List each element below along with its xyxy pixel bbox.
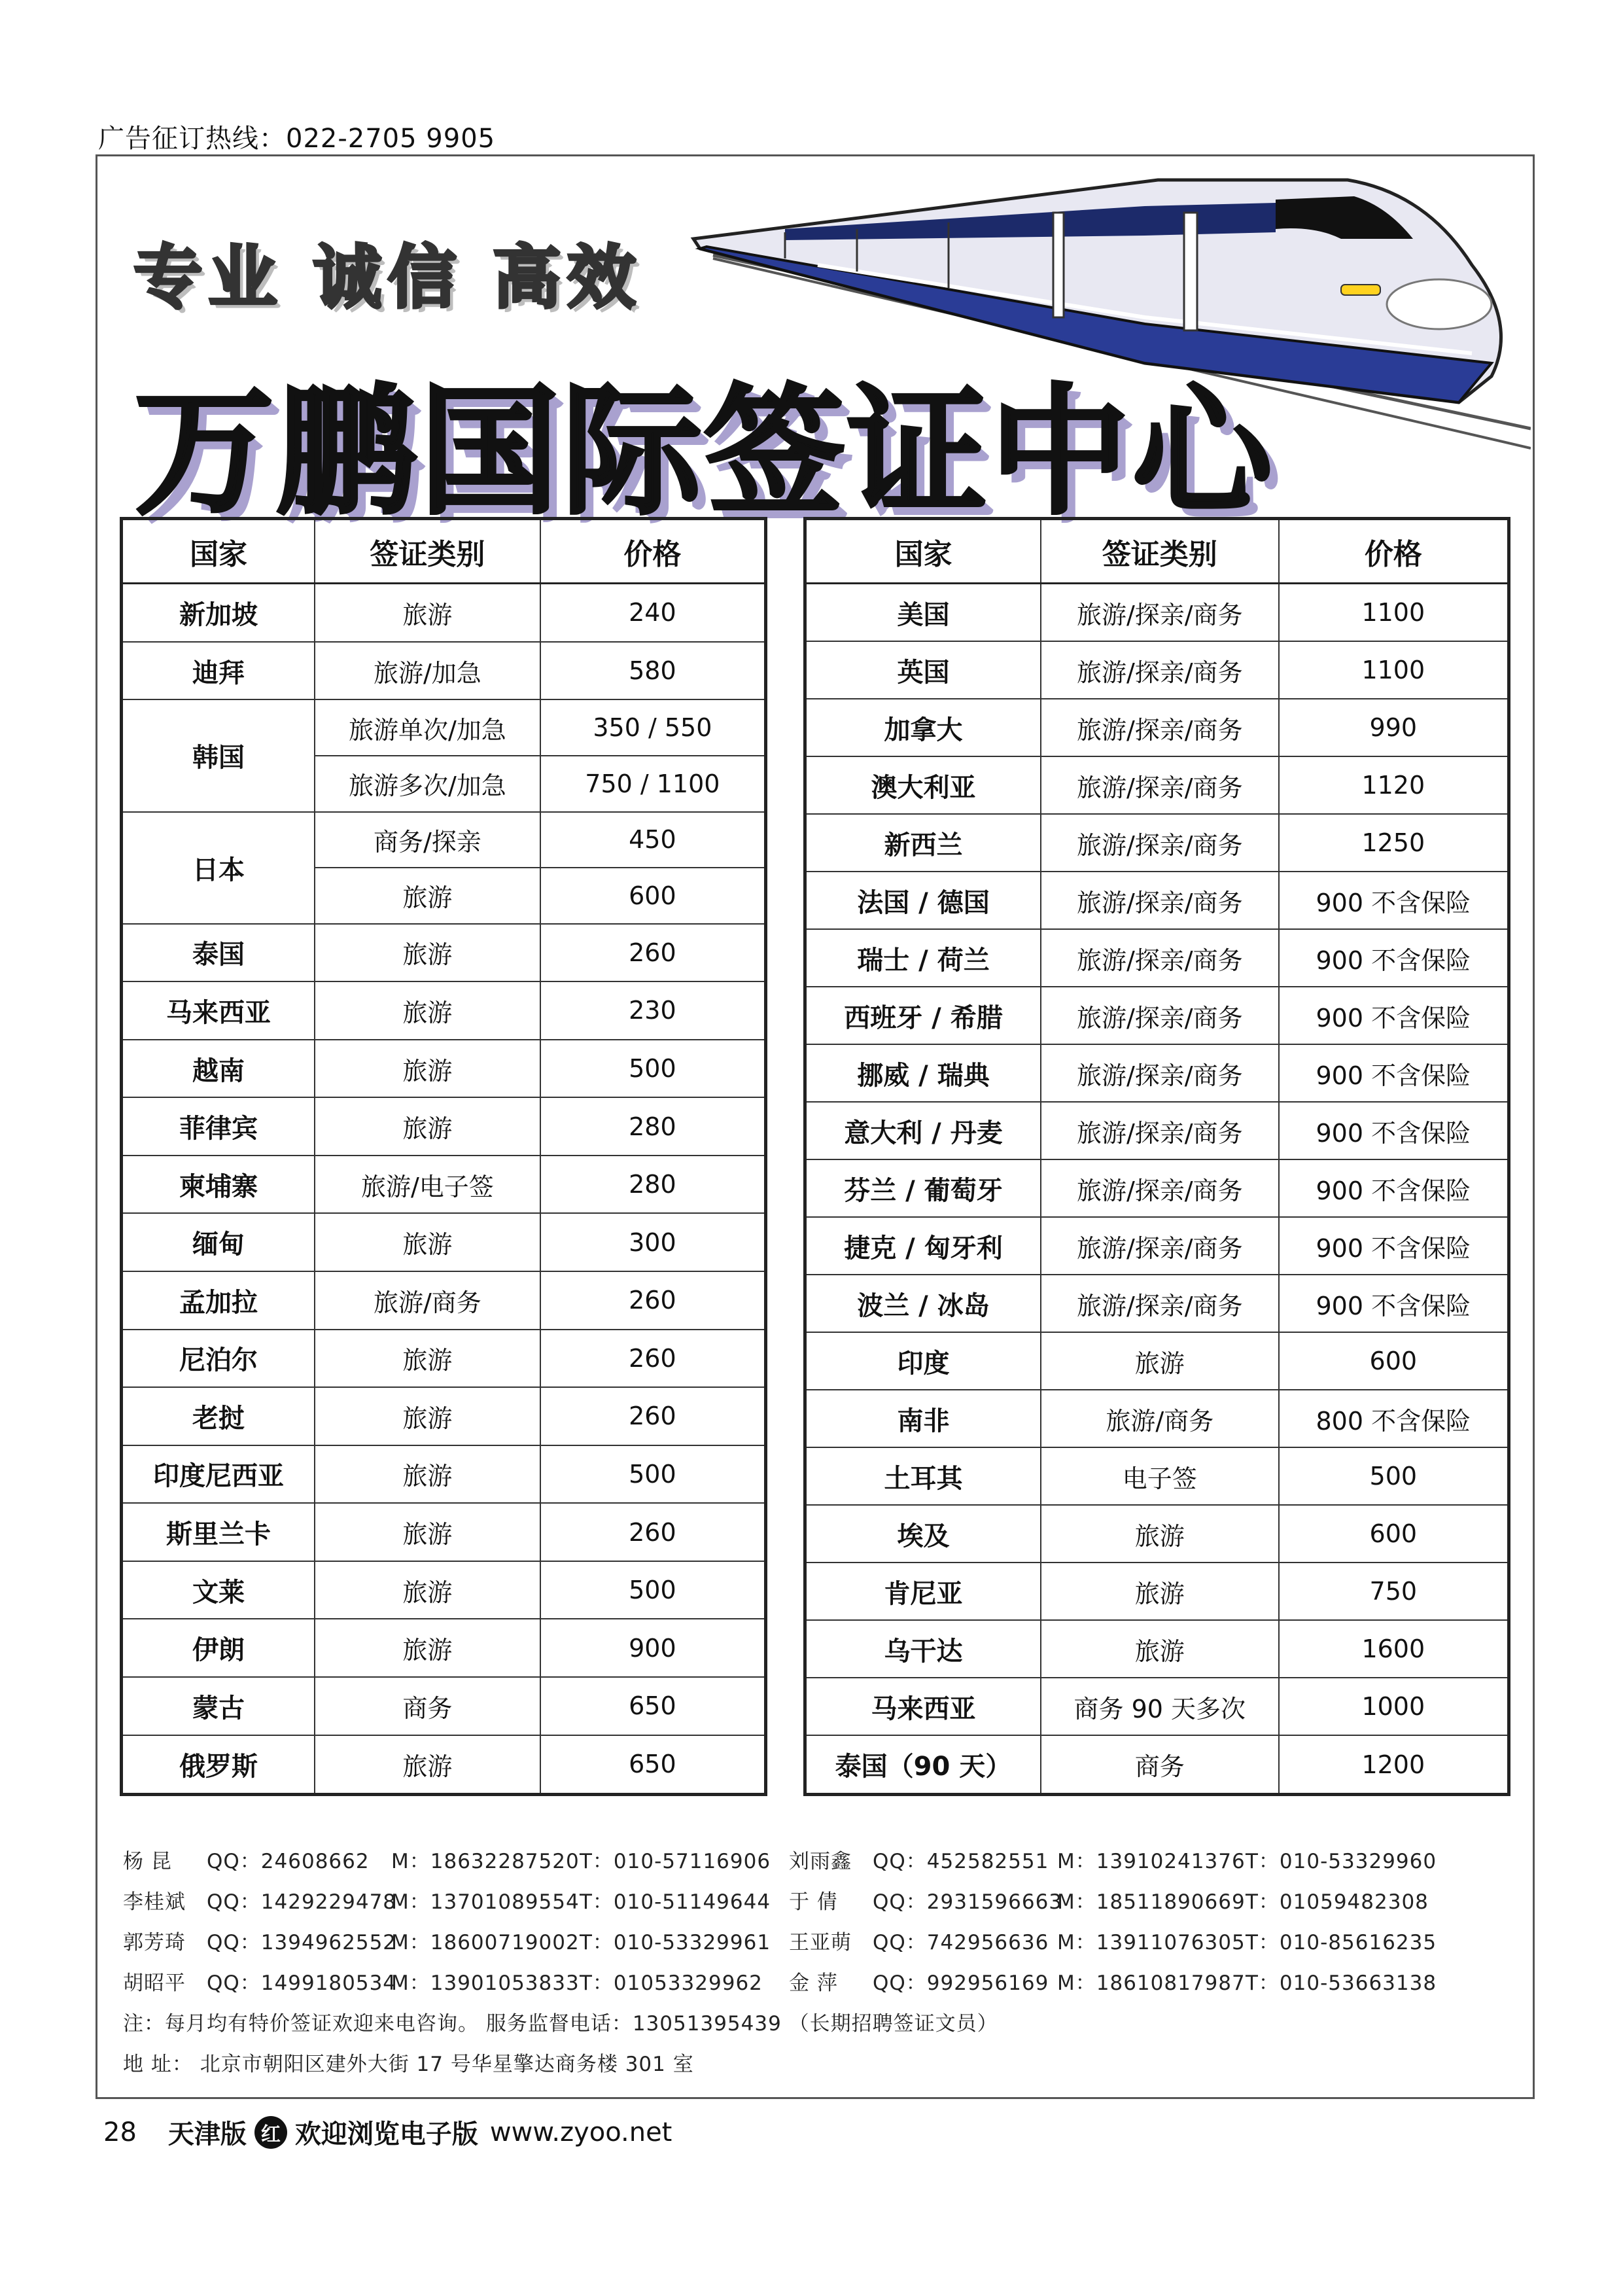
table-row xyxy=(805,1332,1509,1390)
contact-mobile: M：18600719002 xyxy=(391,1930,580,1954)
contact-mobile: M：13910241376 xyxy=(1057,1849,1246,1873)
price-cell: 280 xyxy=(540,1097,766,1156)
visa-type-cell: 旅游 xyxy=(315,1387,540,1445)
price-cell: 500 xyxy=(1279,1447,1509,1505)
price-cell: 900 不含保险 xyxy=(1279,1102,1509,1159)
price-cell: 1000 xyxy=(1279,1678,1509,1735)
table-row xyxy=(122,1040,766,1098)
country-cell: 埃及 xyxy=(805,1505,1041,1563)
price-cell: 240 xyxy=(540,584,766,642)
table-row xyxy=(805,814,1509,872)
country-cell: 南非 xyxy=(805,1390,1041,1447)
country-cell: 马来西亚 xyxy=(122,981,315,1040)
price-cell: 600 xyxy=(540,868,766,924)
country-cell: 美国 xyxy=(805,584,1041,642)
table-row xyxy=(122,1445,766,1504)
country-cell: 迪拜 xyxy=(122,642,315,700)
country-cell: 肯尼亚 xyxy=(805,1563,1041,1620)
contact-row xyxy=(123,1920,1455,1960)
visa-type-cell: 旅游/探亲/商务 xyxy=(1041,1217,1279,1275)
country-cell: 泰国（90 天） xyxy=(805,1735,1041,1794)
price-cell: 260 xyxy=(540,924,766,982)
country-cell: 缅甸 xyxy=(122,1213,315,1271)
contact-name: 杨 昆 xyxy=(123,1849,172,1873)
visa-type-cell: 旅游 xyxy=(315,981,540,1040)
visa-type-cell: 旅游 xyxy=(315,584,540,642)
price-cell: 900 不含保险 xyxy=(1279,1275,1509,1332)
table-row xyxy=(122,981,766,1040)
price-cell: 1100 xyxy=(1279,584,1509,642)
price-cell: 260 xyxy=(540,1387,766,1445)
price-cell: 260 xyxy=(540,1503,766,1561)
table-row xyxy=(805,1217,1509,1275)
column-header: 价格 xyxy=(1279,519,1509,584)
contact-name: 王亚萌 xyxy=(789,1930,852,1954)
table-row xyxy=(122,924,766,982)
visa-type-cell: 旅游 xyxy=(315,1619,540,1677)
country-cell: 蒙古 xyxy=(122,1677,315,1735)
visa-type-cell: 旅游 xyxy=(315,1561,540,1619)
table-row xyxy=(805,1505,1509,1563)
country-cell: 澳大利亚 xyxy=(805,756,1041,814)
country-cell: 法国 / 德国 xyxy=(805,872,1041,929)
visa-type-cell: 旅游/探亲/商务 xyxy=(1041,1044,1279,1102)
contact-mobile: M：13911076305 xyxy=(1057,1930,1246,1954)
visa-type-cell: 旅游单次/加急 xyxy=(315,699,540,756)
country-cell: 加拿大 xyxy=(805,699,1041,756)
country-cell: 孟加拉 xyxy=(122,1271,315,1330)
country-cell: 新加坡 xyxy=(122,584,315,642)
note: 注：每月均有特价签证欢迎来电咨询。 服务监督电话：13051395439 （长期招聘签证文员） xyxy=(123,2011,998,2036)
visa-type-cell: 商务 xyxy=(1041,1735,1279,1794)
contact-name: 郭芳琦 xyxy=(123,1930,186,1954)
page-number: 28 xyxy=(103,2117,137,2147)
price-cell: 900 不含保险 xyxy=(1279,987,1509,1044)
price-cell: 990 xyxy=(1279,699,1509,756)
visa-type-cell: 旅游/探亲/商务 xyxy=(1041,584,1279,642)
visa-type-cell: 旅游 xyxy=(315,1330,540,1388)
footer-tagline: 欢迎浏览电子版 xyxy=(294,2119,478,2149)
contact-name: 金 萍 xyxy=(789,1971,838,1995)
table-row xyxy=(122,699,766,756)
contact-qq: QQ：742956636 xyxy=(873,1930,1049,1954)
country-cell: 斯里兰卡 xyxy=(122,1503,315,1561)
table-row xyxy=(122,1271,766,1330)
table-row xyxy=(122,1503,766,1561)
contact-mobile: M：18610817987 xyxy=(1057,1971,1246,1995)
visa-type-cell: 商务 90 天多次 xyxy=(1041,1678,1279,1735)
table-row xyxy=(805,1275,1509,1332)
price-cell: 1200 xyxy=(1279,1735,1509,1794)
visa-type-cell: 旅游 xyxy=(315,1445,540,1504)
price-tables xyxy=(120,517,1510,1796)
table-row xyxy=(805,1390,1509,1447)
main-title: 万鹏国际签证中心 xyxy=(134,371,1275,534)
visa-type-cell: 商务/探亲 xyxy=(315,812,540,868)
contact-row xyxy=(123,1879,1455,1920)
table-row xyxy=(805,641,1509,699)
contact-phone: T：010-53329961 xyxy=(580,1930,771,1954)
country-cell: 菲律宾 xyxy=(122,1097,315,1156)
visa-type-cell: 旅游/探亲/商务 xyxy=(1041,987,1279,1044)
table-row xyxy=(122,1156,766,1214)
edition-label: 天津版 xyxy=(167,2119,247,2149)
visa-type-cell: 旅游 xyxy=(1041,1332,1279,1390)
price-cell: 600 xyxy=(1279,1505,1509,1563)
contact-row xyxy=(123,1839,1455,1879)
price-cell: 900 xyxy=(540,1619,766,1677)
table-header-row xyxy=(805,519,1509,584)
column-header: 价格 xyxy=(540,519,766,584)
contact-mobile: M：13901053833 xyxy=(391,1971,580,1995)
price-cell: 600 xyxy=(1279,1332,1509,1390)
price-cell: 350 / 550 xyxy=(540,699,766,756)
price-cell: 260 xyxy=(540,1330,766,1388)
table-row xyxy=(122,812,766,868)
contact-qq: QQ：1429229478 xyxy=(207,1890,397,1914)
price-cell: 260 xyxy=(540,1271,766,1330)
visa-type-cell: 旅游/探亲/商务 xyxy=(1041,641,1279,699)
price-cell: 900 不含保险 xyxy=(1279,1217,1509,1275)
contact-phone: T：010-53663138 xyxy=(1246,1971,1437,1995)
table-row xyxy=(805,1159,1509,1217)
visa-type-cell: 旅游 xyxy=(315,868,540,924)
country-cell: 尼泊尔 xyxy=(122,1330,315,1388)
table-row xyxy=(122,1330,766,1388)
contact-qq: QQ：1499180534 xyxy=(207,1971,397,1995)
slogan: 专业 诚信 高效 xyxy=(134,238,642,317)
price-cell: 1120 xyxy=(1279,756,1509,814)
country-cell: 捷克 / 匈牙利 xyxy=(805,1217,1041,1275)
price-cell: 280 xyxy=(540,1156,766,1214)
visa-type-cell: 旅游 xyxy=(1041,1563,1279,1620)
price-cell: 230 xyxy=(540,981,766,1040)
table-row xyxy=(805,1563,1509,1620)
contact-name: 于 倩 xyxy=(789,1890,838,1914)
visa-price-table-west xyxy=(803,517,1510,1796)
visa-type-cell: 旅游 xyxy=(315,1097,540,1156)
visa-type-cell: 旅游 xyxy=(1041,1620,1279,1678)
visa-price-table-asia xyxy=(120,517,767,1796)
contact-qq: QQ：24608662 xyxy=(207,1849,370,1873)
country-cell: 日本 xyxy=(122,812,315,924)
table-row xyxy=(805,756,1509,814)
price-cell: 1600 xyxy=(1279,1620,1509,1678)
column-header: 国家 xyxy=(805,519,1041,584)
website-link[interactable]: www.zyoo.net xyxy=(489,2117,672,2147)
country-cell: 挪威 / 瑞典 xyxy=(805,1044,1041,1102)
price-cell: 900 不含保险 xyxy=(1279,1159,1509,1217)
contact-phone: T：010-53329960 xyxy=(1246,1849,1437,1873)
country-cell: 马来西亚 xyxy=(805,1678,1041,1735)
table-row xyxy=(122,1561,766,1619)
country-cell: 意大利 / 丹麦 xyxy=(805,1102,1041,1159)
table-row xyxy=(805,1678,1509,1735)
visa-type-cell: 旅游/商务 xyxy=(315,1271,540,1330)
country-cell: 印度尼西亚 xyxy=(122,1445,315,1504)
table-row xyxy=(805,699,1509,756)
contact-name: 刘雨鑫 xyxy=(789,1849,852,1873)
country-cell: 乌干达 xyxy=(805,1620,1041,1678)
country-cell: 文莱 xyxy=(122,1561,315,1619)
column-header: 国家 xyxy=(122,519,315,584)
visa-type-cell: 旅游/探亲/商务 xyxy=(1041,872,1279,929)
contact-qq: QQ：452582551 xyxy=(873,1849,1049,1873)
table-row xyxy=(805,1620,1509,1678)
contact-phone: T：010-57116906 xyxy=(580,1849,771,1873)
visa-type-cell: 旅游 xyxy=(315,1040,540,1098)
brand-badge-icon: 红 xyxy=(254,2116,287,2149)
table-row xyxy=(805,872,1509,929)
visa-type-cell: 旅游/探亲/商务 xyxy=(1041,1159,1279,1217)
contact-qq: QQ：1394962552 xyxy=(207,1930,397,1954)
visa-type-cell: 旅游/探亲/商务 xyxy=(1041,756,1279,814)
contact-name: 李桂斌 xyxy=(123,1890,186,1914)
visa-type-cell: 旅游/商务 xyxy=(1041,1390,1279,1447)
visa-type-cell: 电子签 xyxy=(1041,1447,1279,1505)
visa-type-cell: 旅游 xyxy=(1041,1505,1279,1563)
price-cell: 750 / 1100 xyxy=(540,756,766,812)
price-cell: 500 xyxy=(540,1445,766,1504)
contact-mobile: M：18632287520 xyxy=(391,1849,580,1873)
contact-phone: T：010-85616235 xyxy=(1246,1930,1437,1954)
visa-type-cell: 旅游/探亲/商务 xyxy=(1041,814,1279,872)
price-cell: 300 xyxy=(540,1213,766,1271)
price-cell: 1250 xyxy=(1279,814,1509,872)
country-cell: 印度 xyxy=(805,1332,1041,1390)
table-row xyxy=(805,929,1509,987)
contact-qq: QQ：992956169 xyxy=(873,1971,1049,1995)
price-cell: 500 xyxy=(540,1561,766,1619)
contact-name: 胡昭平 xyxy=(123,1971,186,1995)
price-cell: 500 xyxy=(540,1040,766,1098)
visa-type-cell: 旅游/探亲/商务 xyxy=(1041,929,1279,987)
visa-type-cell: 旅游/加急 xyxy=(315,642,540,700)
country-cell: 英国 xyxy=(805,641,1041,699)
table-row xyxy=(122,1735,766,1795)
visa-type-cell: 旅游 xyxy=(315,1213,540,1271)
price-cell: 580 xyxy=(540,642,766,700)
price-cell: 450 xyxy=(540,812,766,868)
table-row xyxy=(805,987,1509,1044)
price-cell: 800 不含保险 xyxy=(1279,1390,1509,1447)
country-cell: 波兰 / 冰岛 xyxy=(805,1275,1041,1332)
price-cell: 900 不含保险 xyxy=(1279,1044,1509,1102)
country-cell: 西班牙 / 希腊 xyxy=(805,987,1041,1044)
country-cell: 泰国 xyxy=(122,924,315,982)
country-cell: 芬兰 / 葡萄牙 xyxy=(805,1159,1041,1217)
contact-row xyxy=(123,1960,1455,2001)
country-cell: 韩国 xyxy=(122,699,315,811)
country-cell: 土耳其 xyxy=(805,1447,1041,1505)
visa-type-cell: 旅游 xyxy=(315,1735,540,1795)
table-header-row xyxy=(122,519,766,584)
country-cell: 柬埔寨 xyxy=(122,1156,315,1214)
column-header: 签证类别 xyxy=(315,519,540,584)
contact-phone: T：01053329962 xyxy=(580,1971,763,1995)
price-cell: 900 不含保险 xyxy=(1279,929,1509,987)
visa-type-cell: 旅游 xyxy=(315,1503,540,1561)
contact-mobile: M：18511890669 xyxy=(1057,1890,1246,1914)
address: 地 址： 北京市朝阳区建外大街 17 号华星擎达商务楼 301 室 xyxy=(123,2052,694,2076)
contact-list xyxy=(123,1839,1455,2082)
price-cell: 650 xyxy=(540,1677,766,1735)
contact-phone: T：010-51149644 xyxy=(580,1890,771,1914)
table-row xyxy=(805,1447,1509,1505)
table-row xyxy=(122,1677,766,1735)
ad-hotline: 广告征订热线：022-2705 9905 xyxy=(98,124,496,154)
country-cell: 越南 xyxy=(122,1040,315,1098)
visa-type-cell: 商务 xyxy=(315,1677,540,1735)
table-row xyxy=(805,1735,1509,1794)
contact-mobile: M：13701089554 xyxy=(391,1890,580,1914)
table-row xyxy=(122,1387,766,1445)
visa-type-cell: 旅游/探亲/商务 xyxy=(1041,699,1279,756)
country-cell: 瑞士 / 荷兰 xyxy=(805,929,1041,987)
table-row xyxy=(122,584,766,642)
train-illustration xyxy=(687,167,1531,468)
visa-type-cell: 旅游/探亲/商务 xyxy=(1041,1102,1279,1159)
visa-type-cell: 旅游多次/加急 xyxy=(315,756,540,812)
country-cell: 俄罗斯 xyxy=(122,1735,315,1795)
table-row xyxy=(122,1619,766,1677)
table-row xyxy=(805,1102,1509,1159)
visa-type-cell: 旅游 xyxy=(315,924,540,982)
price-cell: 650 xyxy=(540,1735,766,1795)
price-cell: 750 xyxy=(1279,1563,1509,1620)
country-cell: 新西兰 xyxy=(805,814,1041,872)
table-row xyxy=(805,1044,1509,1102)
price-cell: 1100 xyxy=(1279,641,1509,699)
table-row xyxy=(122,1213,766,1271)
table-row xyxy=(805,584,1509,642)
page-footer xyxy=(103,2113,672,2151)
contact-qq: QQ：2931596663 xyxy=(873,1890,1063,1914)
table-row xyxy=(122,1097,766,1156)
country-cell: 伊朗 xyxy=(122,1619,315,1677)
table-row xyxy=(122,642,766,700)
visa-type-cell: 旅游/电子签 xyxy=(315,1156,540,1214)
contact-phone: T：01059482308 xyxy=(1246,1890,1429,1914)
country-cell: 老挝 xyxy=(122,1387,315,1445)
price-cell: 900 不含保险 xyxy=(1279,872,1509,929)
visa-type-cell: 旅游/探亲/商务 xyxy=(1041,1275,1279,1332)
column-header: 签证类别 xyxy=(1041,519,1279,584)
